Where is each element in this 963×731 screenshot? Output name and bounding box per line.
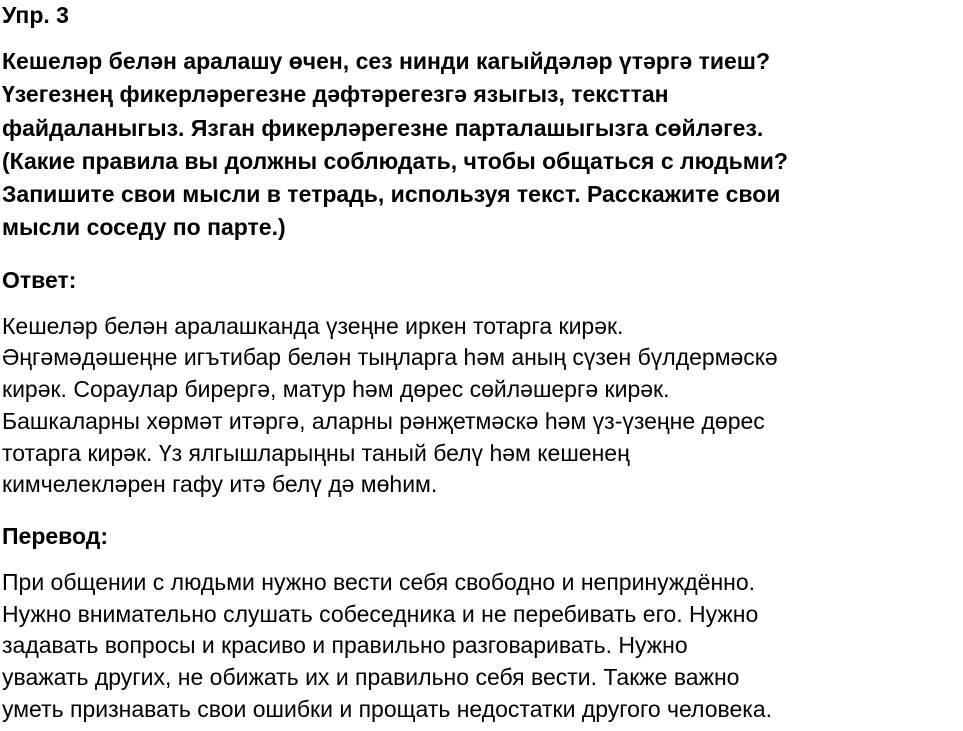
translation-line: уметь признавать свои ошибки и прощать недостатки другого человека. <box>2 695 772 722</box>
task-line: файдаланыгыз. Язган фикерләрегезне парталашыгызга сөйләгез. <box>2 114 764 141</box>
translation-line: уважать других, не обижать их и правильно себя вести. Также важно <box>2 664 740 691</box>
translation-text <box>2 567 961 726</box>
translation-line: При общении с людьми нужно вести себя свободно и непринуждённо. <box>2 569 756 595</box>
task-line: Үзегезнең фикерләрегезне дәфтәрегезгә языгыз, тексттан <box>2 81 669 108</box>
task-line: мысли соседу по парте.) <box>2 214 286 241</box>
exercise-task <box>2 45 961 245</box>
task-line: Запишите свои мысли в тетрадь, используя текст. Расскажите свои <box>2 181 781 208</box>
answer-line: тотарга кирәк. Үз ялгышларыңны таный белү һәм кешенең <box>2 439 630 466</box>
answer-line: кимчелекләрен гафу итә белү дә мөһим. <box>2 471 438 498</box>
translation-heading: Перевод: <box>2 523 109 549</box>
task-line: (Какие правила вы должны соблюдать, чтобы общаться с людьми? <box>2 147 788 174</box>
answer-heading: Ответ: <box>2 266 77 293</box>
task-line: Кешеләр белән аралашу өчен, сез нинди кагыйдәләр үтәргә тиеш? <box>2 48 770 74</box>
translation-line: Нужно внимательно слушать собеседника и не перебивать его. Нужно <box>2 600 759 627</box>
answer-line: Башкаларны хөрмәт итәргә, аларны рәнҗетмәскә һәм үз-үзеңне дөрес <box>2 407 765 434</box>
answer-line: Кешеләр белән аралашканда үзеңне иркен тотарга кирәк. <box>2 312 624 339</box>
translation-line: задавать вопросы и красиво и правильно разговаривать. Нужно <box>2 632 688 659</box>
exercise-title: Упр. 3 <box>2 2 69 28</box>
answer-line: кирәк. Сораулар бирергә, матур һәм дөрес сөйләшергә кирәк. <box>2 376 670 403</box>
answer-line: Әңгәмәдәшеңне игътибар белән тыңларга һәм аның сүзен бүлдермәскә <box>2 344 778 371</box>
answer-text <box>2 311 961 501</box>
